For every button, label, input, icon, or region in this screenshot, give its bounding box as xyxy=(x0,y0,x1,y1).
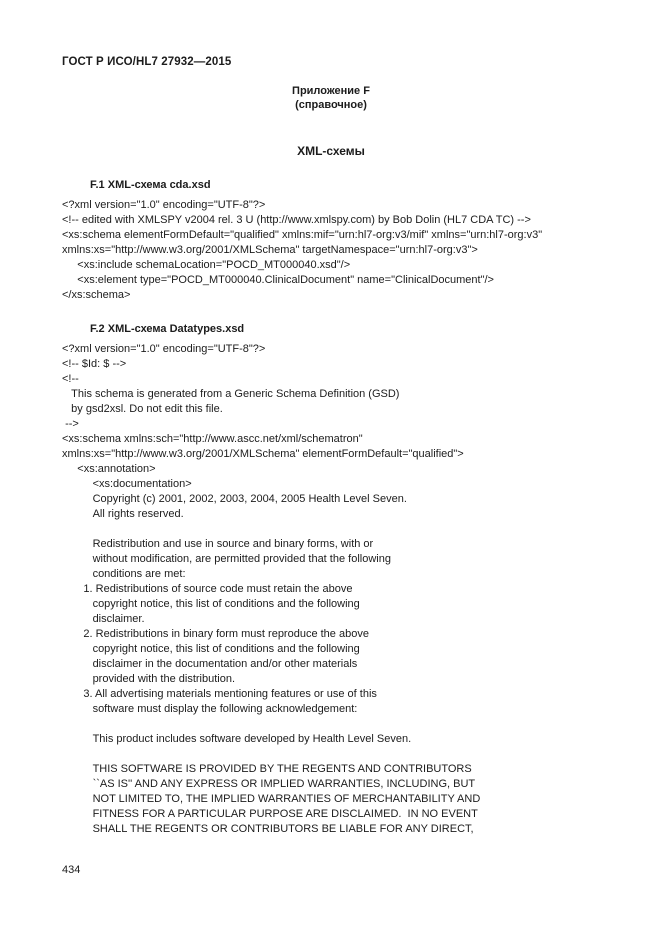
code-line: conditions are met: xyxy=(62,568,186,580)
section-f2-code-block xyxy=(62,342,600,837)
code-line: without modification, are permitted provided that the following xyxy=(62,553,391,565)
code-line: This schema is generated from a Generic Schema Definition (GSD) xyxy=(62,388,400,400)
code-line: provided with the distribution. xyxy=(62,673,236,685)
page-number: 434 xyxy=(62,864,81,876)
document-standard-number: ГОСТ Р ИСО/HL7 27932—2015 xyxy=(62,56,232,68)
code-line: All rights reserved. xyxy=(62,508,184,520)
section-f2-heading: F.2 XML-схема Datatypes.xsd xyxy=(90,323,245,335)
code-line: <xs:schema xmlns:sch="http://www.ascc.net/xml/schematron" xmlns:xs="http://www.w3.org/2001/XMLSchema" elementFormDefault="qualified"> xyxy=(62,433,464,460)
code-line: --> xyxy=(62,418,79,430)
code-line: <xs:schema elementFormDefault="qualified" xmlns:mif="urn:hl7-org:v3/mif" xmlns="urn:hl7-org:v3" xmlns:xs="http://www.w3.org/2001/XMLSchema" targetNamespace="urn:hl7-org:v3"> xyxy=(62,229,546,256)
code-line xyxy=(62,522,600,537)
code-line: Copyright (c) 2001, 2002, 2003, 2004, 2005 Health Level Seven. xyxy=(62,493,407,505)
section-f1-code-block xyxy=(62,198,600,303)
code-line xyxy=(62,747,600,762)
code-line: 1. Redistributions of source code must retain the above xyxy=(62,583,353,595)
section-f1 xyxy=(62,179,600,303)
code-line: THIS SOFTWARE IS PROVIDED BY THE REGENTS AND CONTRIBUTORS xyxy=(62,763,472,775)
page-title: XML-схемы xyxy=(297,144,365,158)
code-line: <xs:documentation> xyxy=(62,478,192,490)
code-line: software must display the following acknowledgement: xyxy=(62,703,358,715)
code-line: copyright notice, this list of conditions and the following xyxy=(62,643,360,655)
code-line: SHALL THE REGENTS OR CONTRIBUTORS BE LIABLE FOR ANY DIRECT, xyxy=(62,823,474,835)
code-line: <!-- edited with XMLSPY v2004 rel. 3 U (http://www.xmlspy.com) by Bob Dolin (HL7 CDA TC) --> xyxy=(62,214,531,226)
code-line: <xs:include schemaLocation="POCD_MT000040.xsd"/> xyxy=(62,259,351,271)
code-line: 3. All advertising materials mentioning features or use of this xyxy=(62,688,377,700)
section-f2 xyxy=(62,323,600,837)
code-line: NOT LIMITED TO, THE IMPLIED WARRANTIES OF MERCHANTABILITY AND xyxy=(62,793,481,805)
appendix-label: Приложение F xyxy=(292,85,370,97)
code-line: </xs:schema> xyxy=(62,289,131,301)
section-f1-heading: F.1 XML-схема cda.xsd xyxy=(90,179,211,191)
code-line: <?xml version="1.0" encoding="UTF-8"?> xyxy=(62,343,266,355)
code-line: disclaimer. xyxy=(62,613,145,625)
code-line: by gsd2xsl. Do not edit this file. xyxy=(62,403,223,415)
code-line: <!-- xyxy=(62,373,79,385)
code-line: disclaimer in the documentation and/or other materials xyxy=(62,658,358,670)
appendix-block xyxy=(62,85,600,112)
code-line: 2. Redistributions in binary form must reproduce the above xyxy=(62,628,369,640)
code-line: <xs:annotation> xyxy=(62,463,156,475)
code-line: copyright notice, this list of conditions and the following xyxy=(62,598,360,610)
code-line: This product includes software developed by Health Level Seven. xyxy=(62,733,412,745)
code-line: ``AS IS'' AND ANY EXPRESS OR IMPLIED WARRANTIES, INCLUDING, BUT xyxy=(62,778,476,790)
code-line: <xs:element type="POCD_MT000040.ClinicalDocument" name="ClinicalDocument"/> xyxy=(62,274,494,286)
code-line: <!-- $Id: $ --> xyxy=(62,358,127,370)
code-line: Redistribution and use in source and binary forms, with or xyxy=(62,538,374,550)
code-line xyxy=(62,717,600,732)
appendix-type: (справочное) xyxy=(295,98,367,111)
code-line: FITNESS FOR A PARTICULAR PURPOSE ARE DISCLAIMED. IN NO EVENT xyxy=(62,808,478,820)
code-line: <?xml version="1.0" encoding="UTF-8"?> xyxy=(62,199,266,211)
